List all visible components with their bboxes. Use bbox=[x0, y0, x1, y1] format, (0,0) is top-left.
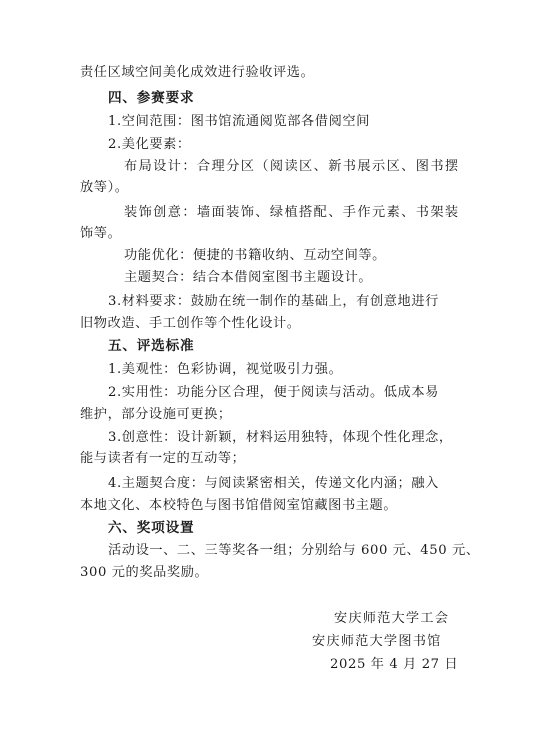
section-5-item-2-cont: 维护，部分设施可更换； bbox=[80, 407, 232, 422]
signature-org-union: 安庆师范大学工会 bbox=[334, 611, 450, 626]
section-4-item-3: 3.材料要求：鼓励在统一制作的基础上，有创意地进行 bbox=[108, 294, 439, 309]
section-4-layout-design: 布局设计：合理分区（阅读区、新书展示区、图书摆 bbox=[124, 159, 460, 174]
section-6-item-1-cont: 300 元的奖品奖励。 bbox=[80, 565, 209, 580]
section-5-item-4-cont: 本地文化、本校特色与图书馆借阅室馆藏图书主题。 bbox=[80, 498, 398, 513]
section-4-item-2: 2.美化要素： bbox=[108, 137, 191, 152]
section-4-heading: 四、参赛要求 bbox=[108, 90, 195, 106]
section-5-heading: 五、评选标准 bbox=[108, 338, 195, 354]
section-4-theme-fit: 主题契合：结合本借阅室图书主题设计。 bbox=[124, 270, 373, 285]
section-6-heading: 六、奖项设置 bbox=[108, 520, 195, 536]
section-5-item-3: 3.创意性：设计新颖，材料运用独特，体现个性化理念， bbox=[108, 430, 453, 445]
intro-tail-text: 责任区域空间美化成效进行验收评选。 bbox=[80, 65, 315, 80]
section-4-item-1: 1.空间范围：图书馆流通阅览部各借阅空间 bbox=[108, 114, 370, 129]
section-5-item-1: 1.美观性：色彩协调，视觉吸引力强。 bbox=[108, 362, 343, 377]
section-5-item-3-cont: 能与读者有一定的互动等； bbox=[80, 451, 246, 466]
section-4-function-optimize: 功能优化：便捷的书籍收纳、互动空间等。 bbox=[124, 248, 386, 263]
signature-org-library: 安庆师范大学图书馆 bbox=[312, 634, 442, 649]
section-4-layout-design-cont: 放等）。 bbox=[80, 180, 129, 195]
section-5-item-4: 4.主题契合度：与阅读紧密相关，传递文化内涵；融入 bbox=[108, 476, 439, 491]
section-4-item-3-cont: 旧物改造、手工创作等个性化设计。 bbox=[80, 316, 301, 331]
section-4-decor-idea-cont: 饰等。 bbox=[80, 226, 122, 241]
section-6-item-1: 活动设一、二、三等奖各一组；分别给与 600 元、450 元、 bbox=[108, 543, 480, 558]
signature-date: 2025 年 4 月 27 日 bbox=[330, 657, 459, 672]
section-5-item-2: 2.实用性：功能分区合理，便于阅读与活动。低成本易 bbox=[108, 385, 439, 400]
section-4-decor-idea: 装饰创意：墙面装饰、绿植搭配、手作元素、书架装 bbox=[124, 205, 460, 220]
